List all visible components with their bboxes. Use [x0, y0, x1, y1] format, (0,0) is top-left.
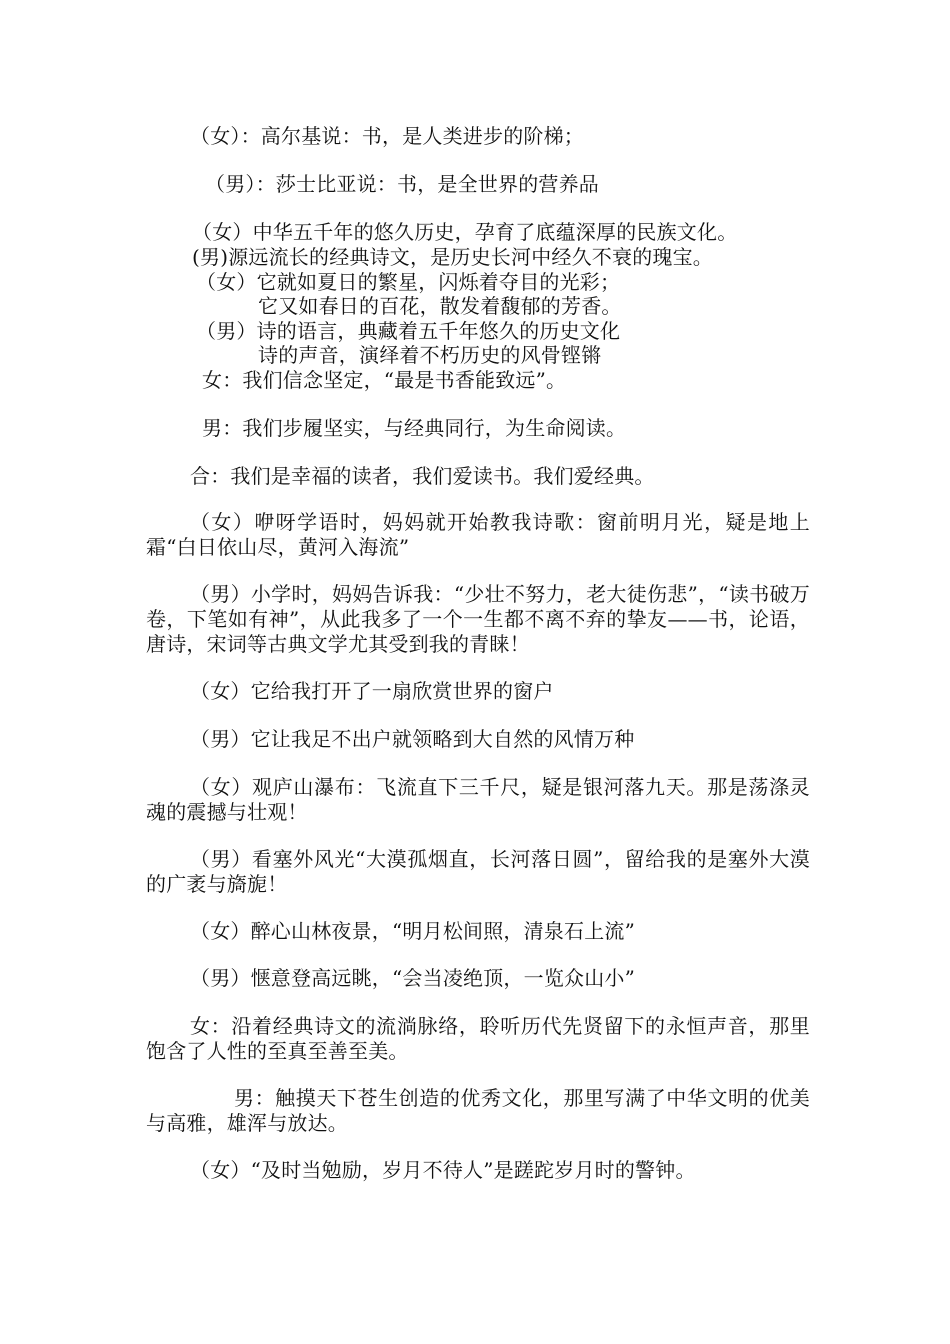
paragraph-21: 男：触摸天下苍生创造的优秀文化，那里写满了中华文明的优美与高雅，雄浑与放达。 — [146, 1086, 810, 1135]
line-15: （男）它让我足不出户就领略到大自然的风情万种 — [190, 727, 635, 751]
line-9: 女：我们信念坚定，“最是书香能致远”。 — [202, 368, 567, 392]
line-8: 诗的声音，演绎着不朽历史的风骨铿锵 — [258, 343, 602, 367]
line-22: （女）“及时当勉励，岁月不待人”是蹉跎岁月时的警钟。 — [190, 1158, 696, 1182]
paragraph-12: （女）咿呀学语时，妈妈就开始教我诗歌：窗前明月光，疑是地上霜“白日依山尽，黄河入海流” — [146, 510, 810, 559]
paragraph-16: （女）观庐山瀑布：飞流直下三千尺，疑是银河落九天。那是荡涤灵魂的震撼与壮观！ — [146, 775, 810, 824]
paragraph-20: 女：沿着经典诗文的流淌脉络，聆听历代先贤留下的永恒声音，那里饱含了人性的至真至善至美。 — [146, 1014, 810, 1063]
line-5: （女）它就如夏日的繁星，闪烁着夺目的光彩； — [196, 270, 621, 294]
line-11: 合：我们是幸福的读者，我们爱读书。我们爱经典。 — [190, 464, 655, 488]
line-3: （女）中华五千年的悠久历史，孕育了底蕴深厚的民族文化。 — [192, 220, 738, 244]
line-14: （女）它给我打开了一扇欣赏世界的窗户 — [190, 679, 554, 703]
line-19: （男）惬意登高远眺，“会当凌绝顶，一览众山小” — [190, 966, 636, 990]
line-7: （男）诗的语言，典藏着五千年悠久的历史文化 — [196, 319, 621, 343]
line-18: （女）醉心山林夜景，“明月松间照，清泉石上流” — [190, 919, 636, 943]
line-4: (男)源远流长的经典诗文，是历史长河中经久不衰的瑰宝。 — [192, 245, 714, 269]
line-6: 它又如春日的百花，散发着馥郁的芳香。 — [258, 294, 622, 318]
line-1: （女）：高尔基说：书，是人类进步的阶梯； — [190, 124, 584, 148]
line-2: （男）：莎士比亚说：书，是全世界的营养品 — [205, 172, 599, 196]
paragraph-17: （男）看塞外风光“大漠孤烟直，长河落日圆”，留给我的是塞外大漠的广袤与旖旎！ — [146, 847, 810, 896]
paragraph-13: （男）小学时，妈妈告诉我：“少壮不努力，老大徒伤悲”，“读书破万卷，下笔如有神”，从此我多了一个一生都不离不弃的挚友——书，论语，唐诗，宋词等古典文学尤其受到我的青睐！ — [146, 582, 810, 656]
line-10: 男：我们步履坚实，与经典同行，为生命阅读。 — [202, 416, 627, 440]
